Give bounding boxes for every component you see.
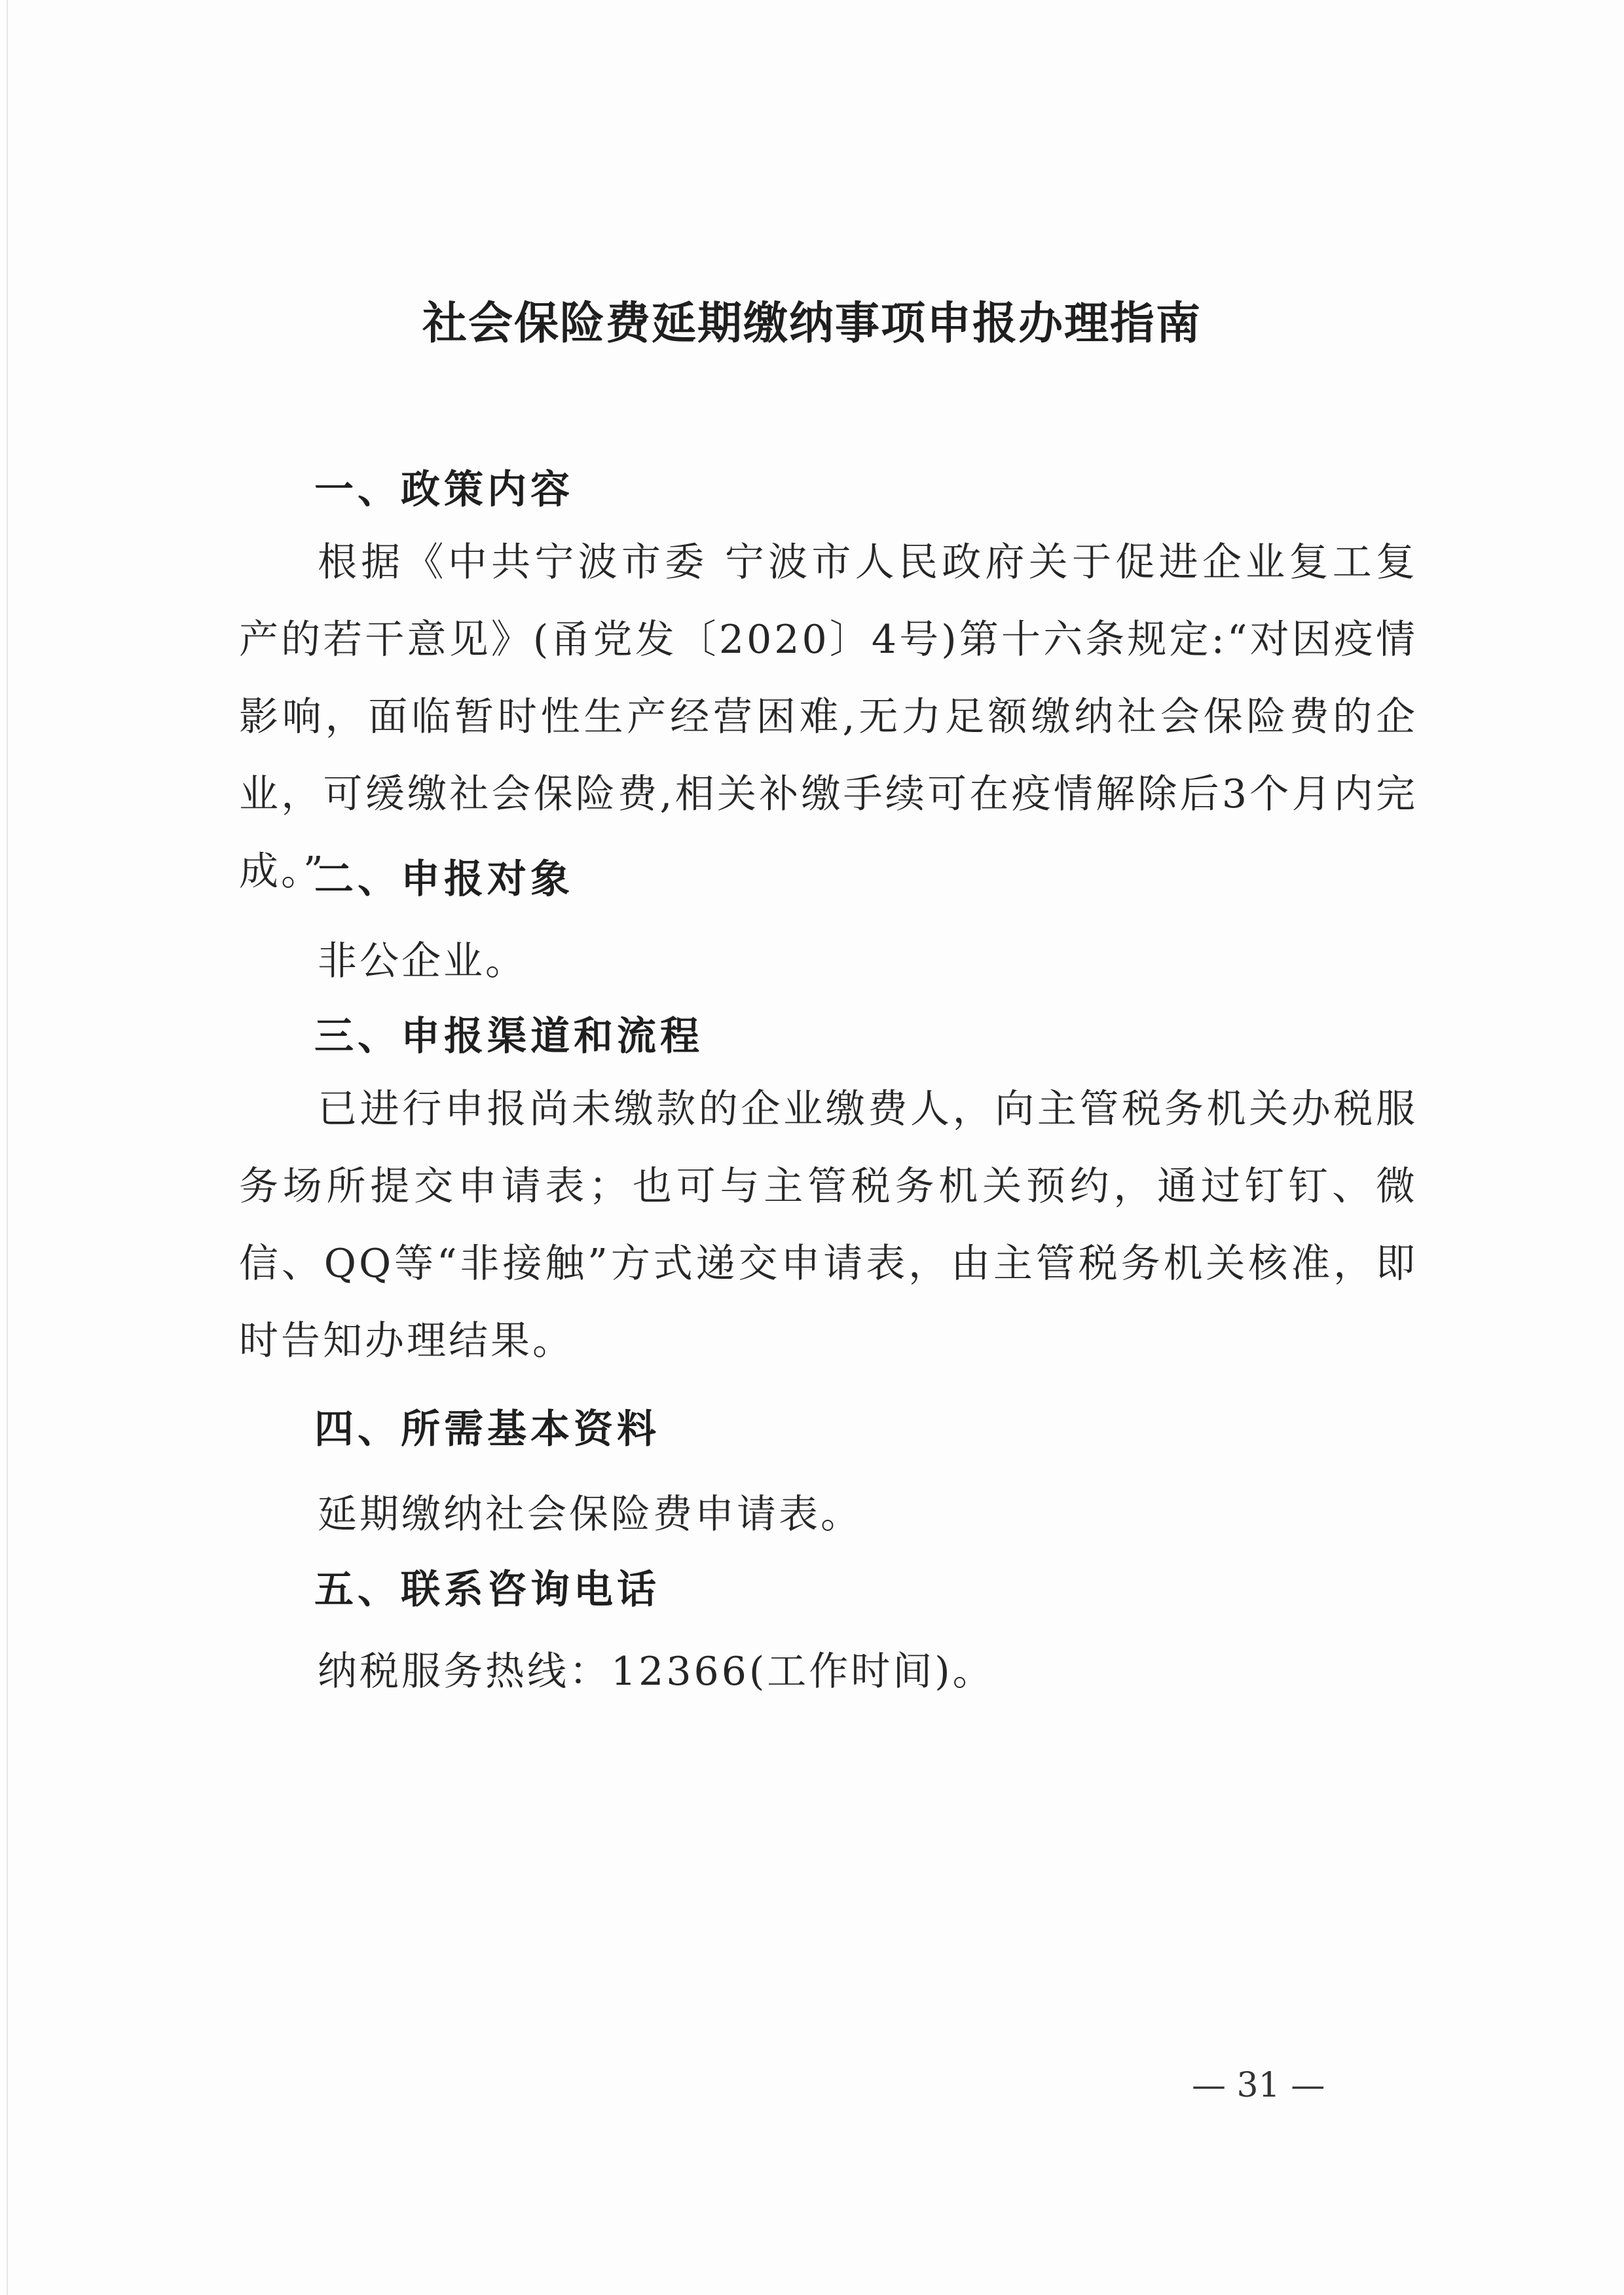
section-paragraph-target: 非公企业。 (318, 938, 527, 984)
section-paragraph-materials: 延期缴纳社会保险费申请表。 (318, 1492, 862, 1537)
section-paragraph-channels: 已进行申报尚未缴款的企业缴费人，向主管税务机关办税服务场所提交申请表；也可与主管税务机关预约，通过钉钉、微信、QQ等“非接触”方式递交申请表，由主管税务机关核准，即时告知办理结果。 (239, 1086, 1418, 1364)
page-number: — 31 — (1192, 2066, 1325, 2105)
section-heading-channels: 三、申报渠道和流程 (314, 1014, 703, 1059)
document-title: 社会保险费延期缴纳事项申报办理指南 (422, 298, 1202, 350)
section-heading-materials: 四、所需基本资料 (314, 1406, 660, 1452)
section-paragraph-contact: 纳税服务热线：12366(工作时间)。 (318, 1649, 995, 1695)
section-heading-contact: 五、联系咨询电话 (314, 1567, 660, 1613)
section-paragraph-policy: 根据《中共宁波市委 宁波市人民政府关于促进企业复工复产的若干意见》(甬党发〔2020〕4号)第十六条规定:“对因疫情影响，面临暂时性生产经营困难,无力足额缴纳社会保险费的企业，可缓缴社会保险费,相关补缴手续可在疫情解除后3个月内完成。” (239, 540, 1418, 894)
section-heading-target: 二、申报对象 (314, 856, 574, 902)
section-heading-policy: 一、政策内容 (314, 467, 574, 513)
